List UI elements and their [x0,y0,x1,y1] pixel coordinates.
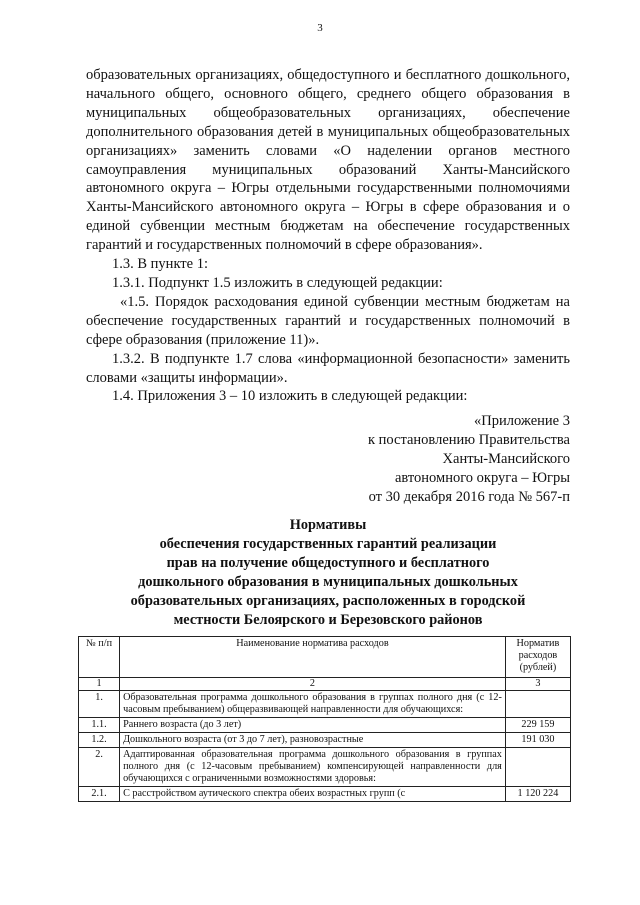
row-value: 1 120 224 [505,787,570,802]
appendix-line: «Приложение 3 [474,413,570,429]
row-num: 1.1. [79,718,120,733]
paragraph-continuation: образовательных организациях, общедоступного и бесплатного дошкольного, начального общего, основного общего, среднего общего образования в муниципальных общеобразовательных организациях, обеспечение дополнительного образования детей в муниципальных общеобразовательных организациях» заменить словами «О наделении органов местного самоуправления муниципальных образований Ханты-Мансийского автономного округа – Югры отдельными государственными полномочиями Ханты-Мансийского автономного округа – Югры в сфере образования и о единой субвенции местным бюджетам на обеспечение государственных гарантий и государственных полномочий в сфере образования». [86,67,570,254]
row-name: Образовательная программа дошкольного образования в группах полного дня (с 12-часовым пребыванием) общеразвивающей направленности для обучающихся: [120,691,506,718]
table-row [79,718,571,733]
title-line: образовательных организациях, расположенных в городской [130,593,526,609]
table-row [79,748,571,787]
paragraph-quote-1-5: «1.5. Порядок расходования единой субвенции местным бюджетам на обеспечение государственных гарантий и государственных полномочий в сфере образования (приложение 11)». [86,293,570,348]
paragraph-1-3-2: 1.3.2. В подпункте 1.7 слова «информационной безопасности» заменить словами «защиты информации». [86,350,570,386]
row-num: 2. [79,748,120,787]
row-num: 1.2. [79,733,120,748]
header-num: № п/п [79,637,120,678]
table-header-row [79,637,571,678]
title-line: Нормативы [289,517,367,533]
row-name: Адаптированная образовательная программа дошкольного образования в группах полного дня (с 12-часовым пребыванием) компенсирующей направленности для обучающихся с ограниченными возможностями здоровья: [120,748,506,787]
paragraph-1-3-1: 1.3.1. Подпункт 1.5 изложить в следующей редакции: [112,274,443,291]
table-row [79,691,571,718]
title-line: обеспечения государственных гарантий реализации [159,536,497,552]
title-line: местности Белоярского и Березовского районов [173,612,483,628]
index-cell: 2 [120,678,506,691]
header-value: Норматив расходов (рублей) [505,637,570,678]
index-cell: 1 [79,678,120,691]
row-value: 191 030 [505,733,570,748]
document-title [86,516,570,630]
row-name: Дошкольного возраста (от 3 до 7 лет), разновозрастные [120,733,506,748]
appendix-line: к постановлению Правительства [368,432,570,448]
appendix-reference [310,412,570,507]
title-line: прав на получение общедоступного и бесплатного [166,555,490,571]
page-number: 3 [317,22,323,34]
table-row [79,787,571,802]
header-name: Наименование норматива расходов [120,637,506,678]
row-value [505,691,570,718]
appendix-line: от 30 декабря 2016 года № 567-п [368,489,570,505]
title-line: дошкольного образования в муниципальных дошкольных [138,574,518,590]
appendix-line: автономного округа – Югры [394,470,570,486]
table-row [79,733,571,748]
table-index-row [79,678,571,691]
row-num: 1. [79,691,120,718]
row-name: Раннего возраста (до 3 лет) [120,718,506,733]
norms-table [78,636,571,802]
paragraph-1-3: 1.3. В пункте 1: [112,256,208,273]
row-value: 229 159 [505,718,570,733]
paragraph-1-4: 1.4. Приложения 3 – 10 изложить в следующей редакции: [112,388,468,405]
row-num: 2.1. [79,787,120,802]
index-cell: 3 [505,678,570,691]
row-name: С расстройством аутического спектра обеих возрастных групп (с [120,787,506,802]
appendix-line: Ханты-Мансийского [442,451,570,467]
row-value [505,748,570,787]
body-text [86,66,570,406]
